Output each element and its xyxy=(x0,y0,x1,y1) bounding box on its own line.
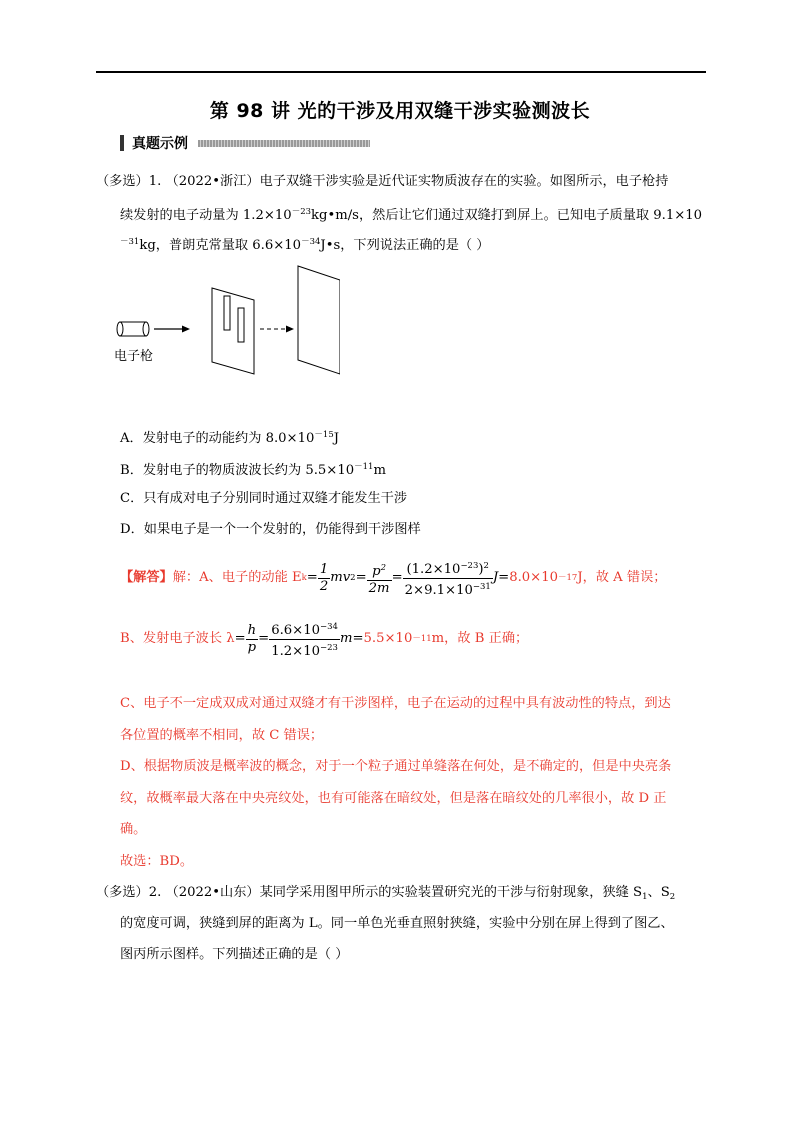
electron-gun-icon xyxy=(117,322,149,336)
solution-a: 【解答】 解：A、电子的动能 E k = $\frac{1}{2}$ mv 2 = $\frac{p^2}{2m}$ = $\frac{(1.2\times 10^{-23})^2}{2\times 9.1\times 10^{-31}}$ J = 8.0×10 －17 J，故 A 错误； xyxy=(120,553,666,603)
q1-line2: 续发射的电子动量为 $1.2\times 10^{-23}kg•m/s$，然后让它们通过双缝打到屏上。已知电子质量取 9.1×10 xyxy=(120,207,703,223)
screen-plate xyxy=(298,266,340,374)
section-marker xyxy=(120,135,124,151)
q1-line1: （多选）1. （2022•浙江）电子双缝干涉实验是近代证实物质波存在的实验。如图所示，电子枪持 xyxy=(96,174,669,189)
header-rule xyxy=(96,71,706,73)
solution-d-line2: 纹，故概率最大落在中央亮纹处，也有可能落在暗纹处，但是落在暗纹处的几率很小，故 D 正 xyxy=(120,791,667,806)
q2-line3: 图丙所示图样。下列描述正确的是（ ） xyxy=(120,947,349,962)
solution-c-line1: C、电子不一定成双成对通过双缝才有干涉图样，电子在运动的过程中具有波动性的特点，到达 xyxy=(120,696,671,711)
dashed-arrow-icon xyxy=(260,326,294,333)
q1-option-c: C．只有成对电子分别同时通过双缝才能发生干涉 xyxy=(120,491,408,506)
solution-d-line1: D、根据物质波是概率波的概念，对于一个粒子通过单缝落在何处，是不确定的，但是中央亮条 xyxy=(120,759,672,774)
beam-arrow-icon xyxy=(154,326,190,333)
q2-line2: 的宽度可调，狭缝到屏的距离为 L。同一单色光垂直照射狭缝，实验中分别在屏上得到了图乙、 xyxy=(120,916,674,931)
section-decoration xyxy=(198,140,370,147)
solution-answer: 故选：BD。 xyxy=(120,854,194,869)
q2-line1: （多选）2. （2022•山东）某同学采用图甲所示的实验装置研究光的干涉与衍射现象，狭缝 $S_1$、$S_2$ xyxy=(96,885,676,902)
q1-option-b: B．发射电子的物质波波长约为 $5.5\times 10^{-11}m$ xyxy=(120,462,386,478)
slit-plate xyxy=(212,288,254,374)
solution-d-line3: 确。 xyxy=(120,822,147,837)
page-title: 第 98 讲 光的干涉及用双缝干涉实验测波长 xyxy=(209,100,591,122)
section-heading xyxy=(120,134,370,152)
solution-b: B、发射电子波长 λ = $\frac{h}{p}$ = $\frac{6.6\times 10^{-34}}{1.2\times 10^{-23}}$ m = 5.5×10 －11 m，故 B 正确； xyxy=(120,614,528,664)
q1-option-d: D．如果电子是一个一个发射的，仍能得到干涉图样 xyxy=(120,522,421,537)
section-label: 真题示例 xyxy=(132,136,188,152)
q1-line3: $^{-31}$kg，普朗克常量取 $6.6\times 10^{-34}J•s$，下列说法正确的是（ ） xyxy=(120,237,490,253)
solution-c-line2: 各位置的概率不相同，故 C 错误； xyxy=(120,728,324,743)
figure-label: 电子枪 xyxy=(114,349,154,364)
q1-option-a: A．发射电子的动能约为 $8.0\times 10^{-15}J$ xyxy=(120,430,340,446)
